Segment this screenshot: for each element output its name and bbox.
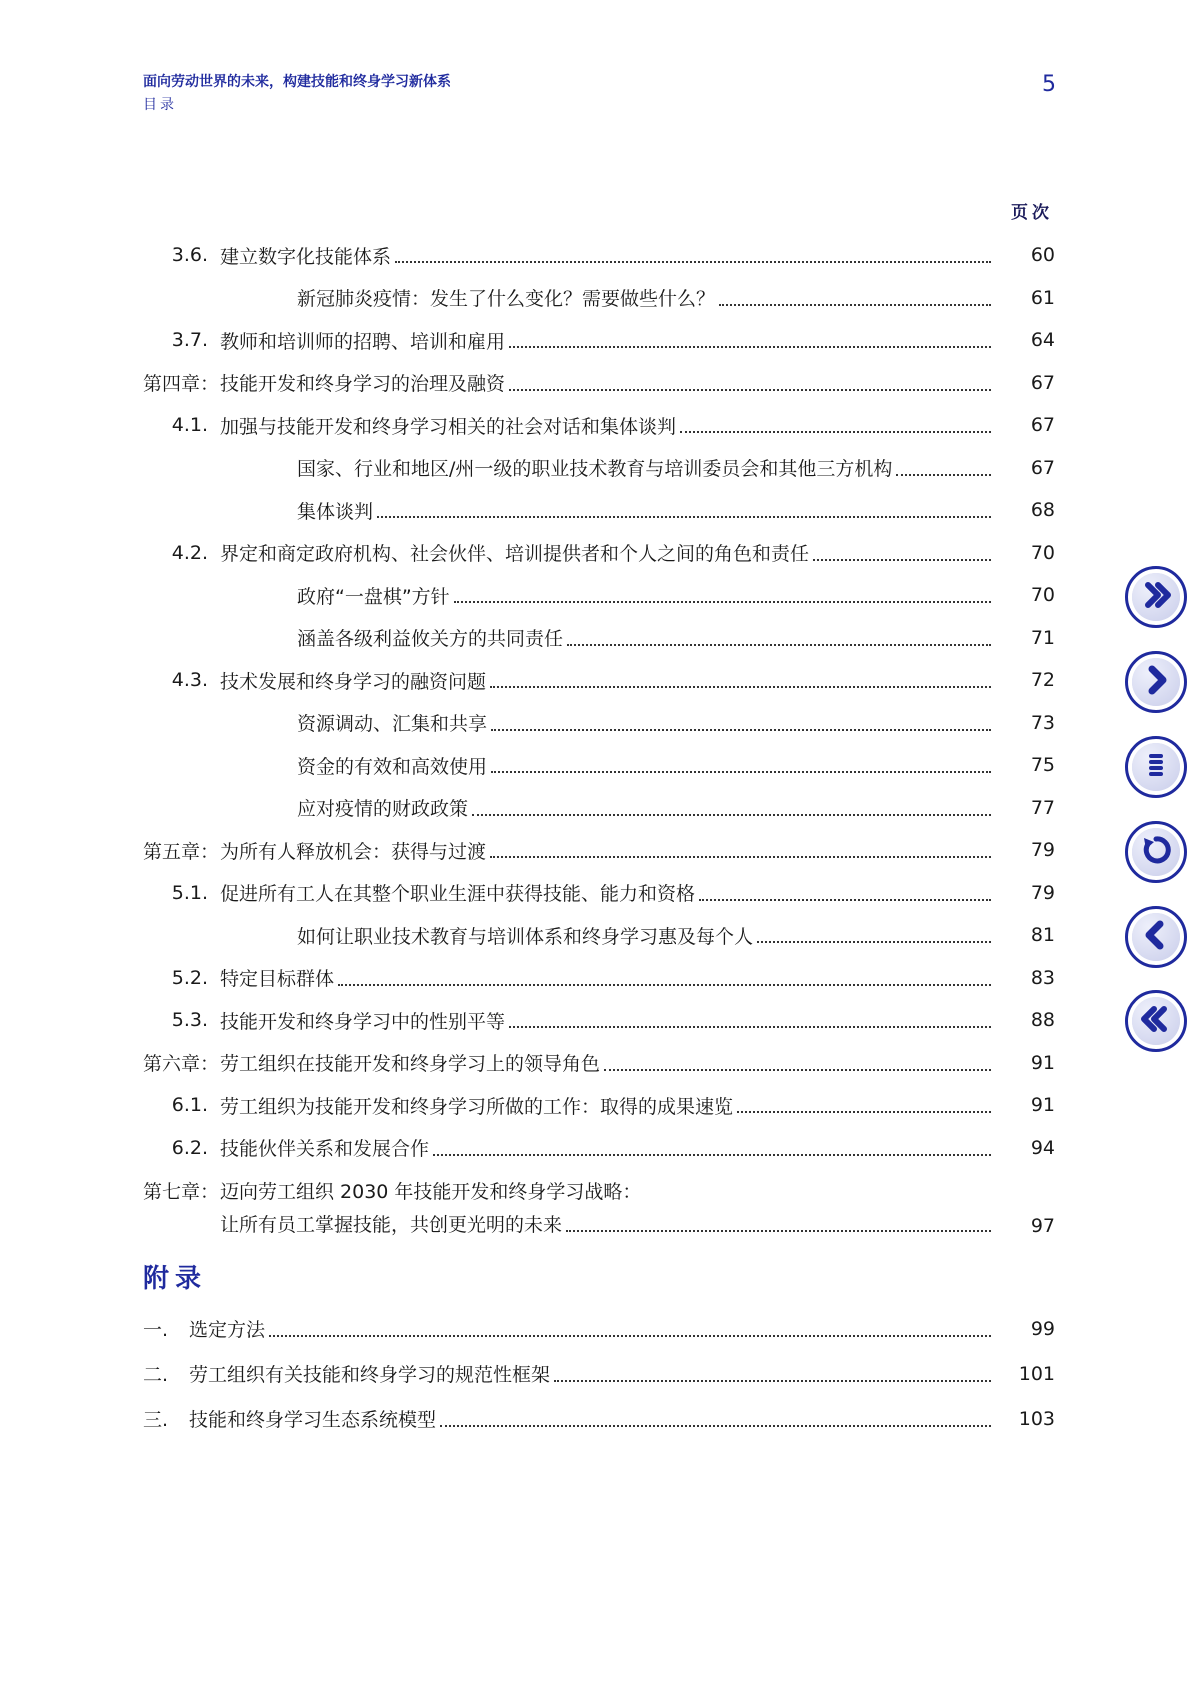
appendix-entry-number: 三. <box>143 1409 169 1431</box>
toc-entry-page: 94 <box>1030 1136 1055 1159</box>
toc-entry-title: 资源调动、汇集和共享 <box>297 713 488 736</box>
dot-leader <box>377 516 991 518</box>
toc-entry-page: 68 <box>1030 499 1055 522</box>
toc-entry-page: 61 <box>1030 286 1055 309</box>
appendix-entry-title: 劳工组织有关技能和终身学习的规范性框架 <box>189 1364 551 1386</box>
dot-leader <box>491 771 991 773</box>
dot-leader <box>509 1026 991 1028</box>
toc-entry-title: 技能开发和终身学习的治理及融资 <box>220 373 506 396</box>
appendix-entry-title: 技能和终身学习生态系统模型 <box>189 1409 437 1431</box>
toc-entry-number: 第四章： <box>143 373 220 396</box>
contents-button-face <box>1132 743 1180 791</box>
toc-entry-page: 91 <box>1030 1051 1055 1074</box>
toc-entry-number: 第七章： <box>143 1181 220 1203</box>
toc-entry[interactable] <box>143 447 1055 490</box>
toc-entry-title: 技能伙伴关系和发展合作 <box>220 1138 430 1161</box>
toc-entry-title: 教师和培训师的招聘、培训和雇用 <box>220 330 506 353</box>
double-chevron-left-icon <box>1136 999 1176 1043</box>
toc-entry-page: 67 <box>1030 414 1055 437</box>
toc-entry-page: 79 <box>1030 839 1055 862</box>
dot-leader <box>719 304 991 306</box>
running-header <box>143 72 451 116</box>
toc-entry-page: 70 <box>1030 541 1055 564</box>
toc-entry-page: 88 <box>1030 1009 1055 1032</box>
toc-entry-number: 6.2. <box>171 1136 208 1159</box>
toc-entry-page: 67 <box>1030 371 1055 394</box>
toc-entry[interactable] <box>143 532 1055 575</box>
dot-leader <box>491 729 991 731</box>
toc-entry-page: 60 <box>1030 244 1055 267</box>
dot-leader <box>566 1230 991 1232</box>
toc-entry[interactable] <box>143 1127 1055 1170</box>
dot-leader <box>509 346 991 348</box>
section-name: 目录 <box>143 97 177 113</box>
toc-entry[interactable] <box>143 999 1055 1042</box>
dot-leader <box>699 899 991 901</box>
toc-entry-body <box>220 1169 995 1243</box>
toc-entry[interactable] <box>143 319 1055 362</box>
dot-leader <box>737 1111 991 1113</box>
toc-entry[interactable] <box>143 277 1055 320</box>
toc-entry-title: 促进所有工人在其整个职业生涯中获得技能、能力和资格 <box>220 883 696 906</box>
appendix-entry-page: 103 <box>1018 1407 1055 1430</box>
toc-entry-number: 第五章： <box>143 840 220 863</box>
toc-entry-page: 73 <box>1030 711 1055 734</box>
toc-entry-page: 77 <box>1030 796 1055 819</box>
dot-leader <box>554 1380 991 1382</box>
table-of-contents <box>143 234 1055 1243</box>
toc-entry-title: 迈向劳工组织 2030 年技能开发和终身学习战略： <box>220 1181 642 1203</box>
dot-leader <box>433 1154 991 1156</box>
dot-leader <box>490 686 991 688</box>
toc-entry-title: 涵盖各级利益攸关方的共同责任 <box>297 628 564 651</box>
double-chevron-right-icon <box>1136 575 1176 619</box>
toc-entry-page: 70 <box>1030 584 1055 607</box>
toc-entry[interactable] <box>143 1084 1055 1127</box>
toc-entry-page: 71 <box>1030 626 1055 649</box>
dot-leader <box>454 601 991 603</box>
dot-leader <box>440 1425 991 1427</box>
dot-leader <box>680 431 991 433</box>
toc-entry-number: 3.6. <box>171 244 208 267</box>
toc-entry[interactable] <box>143 702 1055 745</box>
toc-entry-number: 4.3. <box>171 669 208 692</box>
appendix-entry-page: 99 <box>1030 1317 1055 1340</box>
previous-page-button-face <box>1132 913 1180 961</box>
toc-entry-page: 97 <box>1030 1215 1055 1237</box>
toc-entry-title: 技术发展和终身学习的融资问题 <box>220 670 487 693</box>
appendix-heading: 附录 <box>143 1264 208 1294</box>
first-page-button-face <box>1132 997 1180 1045</box>
toc-entry-page: 79 <box>1030 881 1055 904</box>
toc-entry[interactable] <box>143 744 1055 787</box>
toc-entry-number: 3.7. <box>171 329 208 352</box>
toc-entry-title: 新冠肺炎疫情：发生了什么变化？需要做些什么？ <box>297 288 716 311</box>
next-page-button-face <box>1132 658 1180 706</box>
appendix-entry-number: 二. <box>143 1364 169 1386</box>
toc-entry-title: 集体谈判 <box>297 500 374 523</box>
back-button[interactable] <box>1125 821 1187 883</box>
toc-entry-subtitle: 让所有员工掌握技能，共创更光明的未来 <box>220 1214 563 1236</box>
toc-entry-page: 67 <box>1030 456 1055 479</box>
toc-entry-page: 81 <box>1030 924 1055 947</box>
chevron-left-icon <box>1136 915 1176 959</box>
chevron-right-icon <box>1136 660 1176 704</box>
dot-leader <box>338 984 991 986</box>
toc-entry-page: 83 <box>1030 966 1055 989</box>
toc-entry[interactable] <box>143 914 1055 957</box>
toc-entry-title: 建立数字化技能体系 <box>220 245 392 268</box>
toc-entry[interactable] <box>143 787 1055 830</box>
toc-entry-number: 5.1. <box>171 881 208 904</box>
toc-entry[interactable] <box>143 404 1055 447</box>
appendix-entry-number: 一. <box>143 1319 169 1341</box>
page-number: 5 <box>1042 72 1056 97</box>
toc-entry-page: 91 <box>1030 1094 1055 1117</box>
appendix-entry[interactable] <box>143 1396 1055 1441</box>
last-page-button[interactable] <box>1125 566 1187 628</box>
toc-entry-title: 应对疫情的财政政策 <box>297 798 469 821</box>
dot-leader <box>896 474 991 476</box>
list-icon <box>1136 745 1176 789</box>
first-page-button[interactable] <box>1125 990 1187 1052</box>
return-icon <box>1136 830 1176 874</box>
toc-entry-number: 第六章： <box>143 1053 220 1076</box>
toc-entry[interactable] <box>143 1169 1055 1243</box>
toc-entry-page: 64 <box>1030 329 1055 352</box>
dot-leader <box>757 941 991 943</box>
dot-leader <box>604 1069 991 1071</box>
dot-leader <box>509 389 991 391</box>
toc-entry[interactable] <box>143 362 1055 405</box>
toc-entry[interactable] <box>143 829 1055 872</box>
appendix-list <box>143 1306 1055 1441</box>
appendix-entry-title: 选定方法 <box>189 1319 266 1341</box>
toc-entry-number: 5.2. <box>171 966 208 989</box>
appendix-entry[interactable] <box>143 1351 1055 1396</box>
toc-entry-title: 国家、行业和地区/州一级的职业技术教育与培训委员会和其他三方机构 <box>297 458 893 481</box>
appendix-entry[interactable] <box>143 1306 1055 1351</box>
toc-entry-title: 界定和商定政府机构、社会伙伴、培训提供者和个人之间的角色和责任 <box>220 543 810 566</box>
toc-entry-page: 75 <box>1030 754 1055 777</box>
dot-leader <box>472 814 991 816</box>
contents-button[interactable] <box>1125 736 1187 798</box>
toc-entry-number: 4.2. <box>171 541 208 564</box>
toc-entry[interactable] <box>143 617 1055 660</box>
next-page-button[interactable] <box>1125 651 1187 713</box>
last-page-button-face <box>1132 573 1180 621</box>
dot-leader <box>813 559 991 561</box>
toc-entry-title: 资金的有效和高效使用 <box>297 755 488 778</box>
toc-entry-title: 为所有人释放机会：获得与过渡 <box>220 840 487 863</box>
toc-entry-subtitle-line <box>220 1210 995 1237</box>
toc-entry-title: 劳工组织在技能开发和终身学习上的领导角色 <box>220 1053 601 1076</box>
toc-entry[interactable] <box>143 574 1055 617</box>
document-title: 面向劳动世界的未来，构建技能和终身学习新体系 <box>143 74 451 90</box>
toc-entry[interactable] <box>143 659 1055 702</box>
toc-entry[interactable] <box>143 489 1055 532</box>
toc-entry[interactable] <box>143 1042 1055 1085</box>
toc-entry-number: 5.3. <box>171 1009 208 1032</box>
toc-entry-number: 4.1. <box>171 414 208 437</box>
page-column-header: 页次 <box>1011 203 1053 223</box>
dot-leader <box>567 644 991 646</box>
toc-entry[interactable] <box>143 872 1055 915</box>
toc-entry-page: 72 <box>1030 669 1055 692</box>
toc-entry-title: 特定目标群体 <box>220 968 335 991</box>
toc-entry-title: 如何让职业技术教育与培训体系和终身学习惠及每个人 <box>297 925 754 948</box>
toc-entry-title: 加强与技能开发和终身学习相关的社会对话和集体谈判 <box>220 415 677 438</box>
toc-entry[interactable] <box>143 957 1055 1000</box>
toc-entry-title: 政府“一盘棋”方针 <box>297 585 450 608</box>
previous-page-button[interactable] <box>1125 906 1187 968</box>
dot-leader <box>269 1335 991 1337</box>
dot-leader <box>395 261 991 263</box>
toc-entry-title: 劳工组织为技能开发和终身学习所做的工作：取得的成果速览 <box>220 1095 734 1118</box>
toc-entry[interactable] <box>143 234 1055 277</box>
dot-leader <box>490 856 991 858</box>
toc-entry-title: 技能开发和终身学习中的性别平等 <box>220 1010 506 1033</box>
back-button-face <box>1132 828 1180 876</box>
appendix-entry-page: 101 <box>1018 1362 1055 1385</box>
toc-entry-number: 6.1. <box>171 1094 208 1117</box>
